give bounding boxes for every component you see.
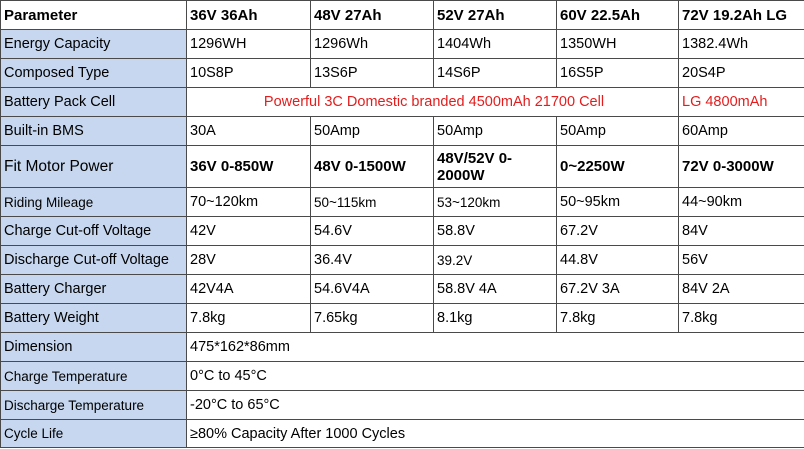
header-52v: 52V 27Ah — [434, 1, 557, 30]
row-label: Cycle Life — [1, 420, 187, 448]
cell-52v: 39.2V — [434, 246, 557, 275]
cell-52v: 8.1kg — [434, 304, 557, 333]
cell-72v: 20S4P — [679, 59, 804, 88]
row-label: Built-in BMS — [1, 117, 187, 146]
row-label: Charge Cut-off Voltage — [1, 217, 187, 246]
cell-dimension: 475*162*86mm — [187, 333, 804, 362]
row-label: Battery Weight — [1, 304, 187, 333]
table-header-row — [1, 1, 804, 30]
cell-60v: 50Amp — [557, 117, 679, 146]
table-row-composed-type — [1, 59, 804, 88]
table-row-riding-mileage — [1, 188, 804, 217]
cell-60v: 16S5P — [557, 59, 679, 88]
table-row-dimension — [1, 333, 804, 362]
cell-52v: 58.8V — [434, 217, 557, 246]
header-60v: 60V 22.5Ah — [557, 1, 679, 30]
cell-36v: 42V4A — [187, 275, 311, 304]
cell-cycle-life: ≥80% Capacity After 1000 Cycles — [187, 420, 804, 448]
cell-52v: 14S6P — [434, 59, 557, 88]
cell-72v: 44~90km — [679, 188, 804, 217]
cell-charge-temperature: 0°C to 45°C — [187, 362, 804, 391]
table-row-battery-weight — [1, 304, 804, 333]
cell-72v: 56V — [679, 246, 804, 275]
cell-48v: 50~115km — [311, 188, 434, 217]
cell-72v: 72V 0-3000W — [679, 146, 804, 188]
table-row-charge-cutoff — [1, 217, 804, 246]
cell-36v: 42V — [187, 217, 311, 246]
cell-72v: 60Amp — [679, 117, 804, 146]
table-row-energy-capacity — [1, 30, 804, 59]
cell-36v: 1296WH — [187, 30, 311, 59]
cell-36v: 28V — [187, 246, 311, 275]
header-48v: 48V 27Ah — [311, 1, 434, 30]
cell-60v: 67.2V — [557, 217, 679, 246]
cell-52v: 48V/52V 0-2000W — [434, 146, 557, 188]
cell-48v: 7.65kg — [311, 304, 434, 333]
cell-48v: 54.6V — [311, 217, 434, 246]
cell-72v: 84V 2A — [679, 275, 804, 304]
header-36v: 36V 36Ah — [187, 1, 311, 30]
cell-48v: 50Amp — [311, 117, 434, 146]
table-row-battery-pack-cell — [1, 88, 804, 117]
table-row-discharge-cutoff — [1, 246, 804, 275]
row-label: Fit Motor Power — [1, 146, 187, 188]
cell-48v: 48V 0-1500W — [311, 146, 434, 188]
cell-60v: 44.8V — [557, 246, 679, 275]
cell-60v: 7.8kg — [557, 304, 679, 333]
cell-36v: 7.8kg — [187, 304, 311, 333]
cell-60v: 67.2V 3A — [557, 275, 679, 304]
row-label: Composed Type — [1, 59, 187, 88]
cell-36v: 10S8P — [187, 59, 311, 88]
cell-60v: 1350WH — [557, 30, 679, 59]
header-72v: 72V 19.2Ah LG — [679, 1, 804, 30]
row-label: Dimension — [1, 333, 187, 362]
cell-52v: 1404Wh — [434, 30, 557, 59]
table-row-battery-charger — [1, 275, 804, 304]
cell-domestic-cell: Powerful 3C Domestic branded 4500mAh 21700 Cell — [187, 88, 679, 117]
row-label: Charge Temperature — [1, 362, 187, 391]
cell-discharge-temperature: -20°C to 65°C — [187, 391, 804, 420]
cell-72v: 1382.4Wh — [679, 30, 804, 59]
cell-60v: 0~2250W — [557, 146, 679, 188]
table-row-cycle-life — [1, 420, 804, 448]
cell-48v: 13S6P — [311, 59, 434, 88]
cell-lg-cell: LG 4800mAh — [679, 88, 804, 117]
cell-48v: 36.4V — [311, 246, 434, 275]
cell-36v: 36V 0-850W — [187, 146, 311, 188]
row-label: Discharge Temperature — [1, 391, 187, 420]
cell-36v: 30A — [187, 117, 311, 146]
cell-52v: 53~120km — [434, 188, 557, 217]
row-label: Energy Capacity — [1, 30, 187, 59]
cell-60v: 50~95km — [557, 188, 679, 217]
row-label: Battery Pack Cell — [1, 88, 187, 117]
cell-36v: 70~120km — [187, 188, 311, 217]
row-label: Discharge Cut-off Voltage — [1, 246, 187, 275]
cell-72v: 7.8kg — [679, 304, 804, 333]
header-parameter: Parameter — [1, 1, 187, 30]
cell-72v: 84V — [679, 217, 804, 246]
table-row-fit-motor-power — [1, 146, 804, 188]
table-row-charge-temperature — [1, 362, 804, 391]
row-label: Riding Mileage — [1, 188, 187, 217]
table-row-built-in-bms — [1, 117, 804, 146]
cell-48v: 1296Wh — [311, 30, 434, 59]
cell-48v: 54.6V4A — [311, 275, 434, 304]
cell-52v: 50Amp — [434, 117, 557, 146]
table-row-discharge-temperature — [1, 391, 804, 420]
row-label: Battery Charger — [1, 275, 187, 304]
cell-52v: 58.8V 4A — [434, 275, 557, 304]
